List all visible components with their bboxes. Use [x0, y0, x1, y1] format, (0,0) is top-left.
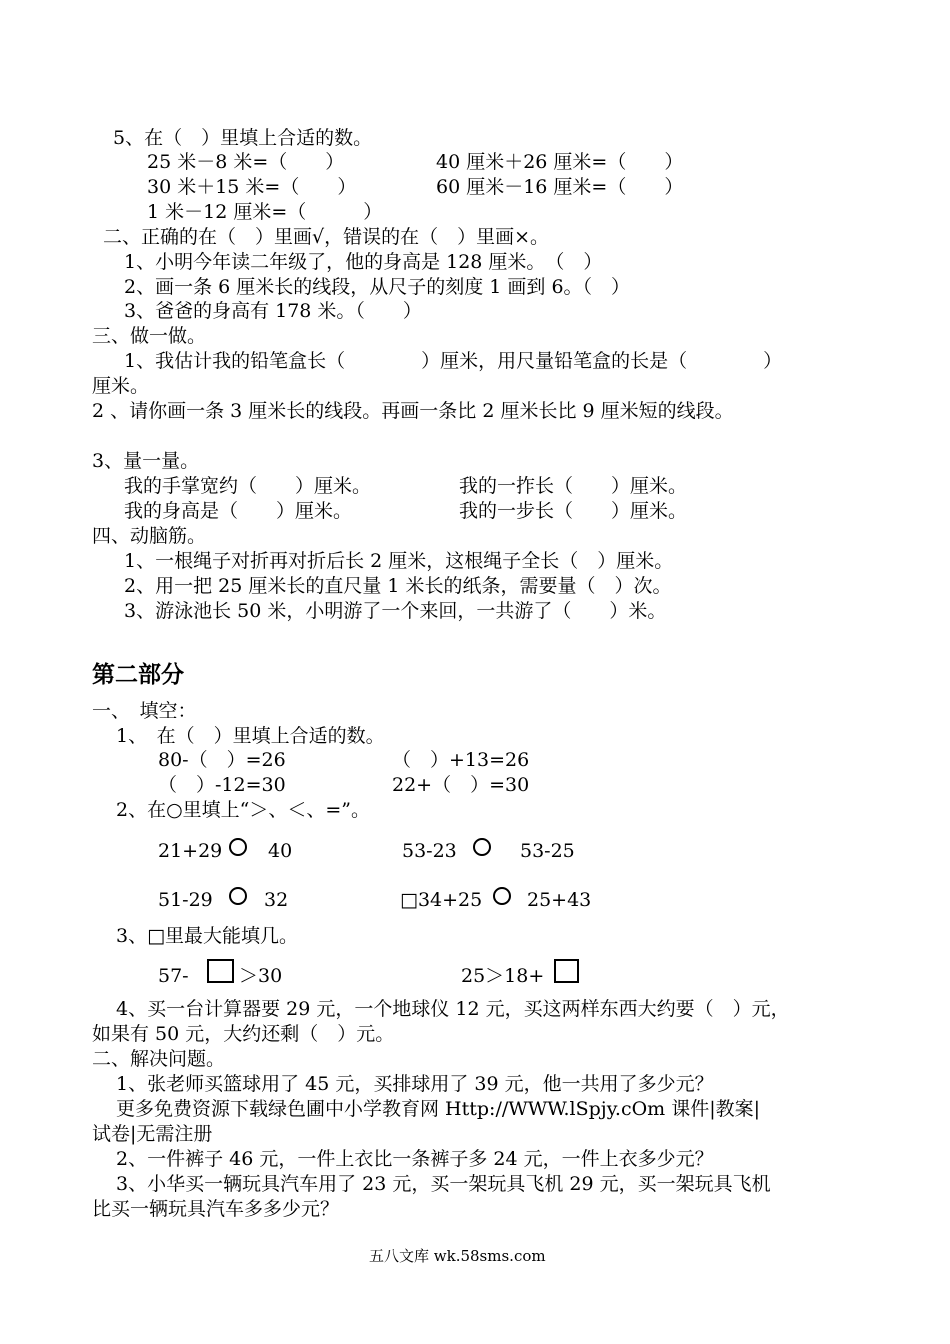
q5-row2-right: 60 厘米－16 厘米=（ ） [436, 176, 684, 198]
sec4-item3: 3、游泳池长 50 米，小明游了一个来回，一共游了（ ）米。 [124, 600, 667, 622]
page-footer: 五八文库 wk.58sms.com [369, 1247, 546, 1265]
fill-1-left: 57- [158, 965, 189, 987]
ad-line1[interactable]: 更多免费资源下载绿色圃中小学教育网 Http://WWW.lSpjy.cOm 课件|教案| [116, 1098, 761, 1120]
q5-row3: 1 米－12 厘米=（ ） [147, 201, 383, 223]
p2-q1-eq3: （ ）-12=30 [158, 774, 286, 796]
part2-heading: 第二部分 [92, 662, 184, 688]
p2-q3: 3、□里最大能填几。 [116, 925, 299, 947]
q5-row2-left: 30 米＋15 米=（ ） [147, 176, 357, 198]
q5-title: 5、在（ ）里填上合适的数。 [113, 127, 373, 149]
fill-2-left: 25＞18+ [461, 965, 545, 987]
sec4-title: 四、动脑筋。 [92, 525, 207, 547]
answer-box-1[interactable] [207, 959, 234, 983]
p2-q1-eq4: 22+（ ）=30 [392, 774, 530, 796]
compare-circle-3[interactable] [229, 887, 247, 905]
sec3-item3: 3、量一量。 [92, 450, 200, 472]
sec3-item1-line2: 厘米。 [92, 375, 150, 397]
answer-box-2[interactable] [554, 959, 579, 983]
fill-1-right: ＞30 [239, 965, 283, 987]
sec3-item2: 2 、请你画一条 3 厘米长的线段。再画一条比 2 厘米长比 9 厘米短的线段。 [92, 400, 734, 422]
measure-step: 我的一步长（ ）厘米。 [459, 500, 688, 522]
p2-q1-eq1: 80-（ ）=26 [158, 749, 286, 771]
measure-span: 我的一拃长（ ）厘米。 [459, 475, 688, 497]
cmp2-left: 53-23 [402, 840, 457, 862]
sec2-title: 二、正确的在（ ）里画√，错误的在（ ）里画×。 [103, 226, 550, 248]
p2-sec2-title: 二、解决问题。 [92, 1048, 226, 1070]
sec4-item2: 2、用一把 25 厘米长的直尺量 1 米长的纸条，需要量（ ）次。 [124, 575, 672, 597]
p2-sec1-title: 一、 填空： [92, 700, 197, 722]
ad-line2: 试卷|无需注册 [92, 1123, 213, 1145]
sec3-title: 三、做一做。 [92, 325, 207, 347]
p2-q2: 2、在○里填上“＞、＜、=”。 [116, 799, 371, 821]
compare-circle-2[interactable] [473, 838, 491, 856]
measure-height: 我的身高是（ ）厘米。 [124, 500, 353, 522]
p2-q4-line1: 4、买一台计算器要 29 元，一个地球仪 12 元，买这两样东西大约要（ ）元， [116, 998, 790, 1020]
cmp1-left: 21+29 [158, 840, 223, 862]
q5-row1-right: 40 厘米＋26 厘米=（ ） [436, 151, 684, 173]
p2-q1-eq2: （ ）+13=26 [392, 749, 530, 771]
measure-palm: 我的手掌宽约（ ）厘米。 [124, 475, 372, 497]
p2-problem1: 1、张老师买篮球用了 45 元，买排球用了 39 元，他一共用了多少元？ [116, 1073, 714, 1095]
q5-row1-left: 25 米－8 米=（ ） [147, 151, 345, 173]
cmp4-right: 25+43 [527, 889, 592, 911]
sec2-item3: 3、爸爸的身高有 178 米。（ ） [124, 300, 422, 322]
p2-q1: 1、 在（ ）里填上合适的数。 [116, 725, 385, 747]
compare-circle-1[interactable] [229, 838, 247, 856]
p2-problem3-line2: 比买一辆玩具汽车多多少元？ [92, 1198, 340, 1220]
p2-problem2: 2、一件裤子 46 元，一件上衣比一条裤子多 24 元，一件上衣多少元？ [116, 1148, 714, 1170]
compare-circle-4[interactable] [493, 887, 511, 905]
cmp4-left: □34+25 [400, 889, 483, 911]
cmp2-right: 53-25 [520, 840, 575, 862]
cmp3-right: 32 [264, 889, 289, 911]
p2-q4-line2: 如果有 50 元，大约还剩（ ）元。 [92, 1023, 395, 1045]
p2-problem3-line1: 3、小华买一辆玩具汽车用了 23 元，买一架玩具飞机 29 元，买一架玩具飞机 [116, 1173, 771, 1195]
sec2-item1: 1、小明今年读二年级了，他的身高是 128 厘米。 （ ） [124, 251, 603, 273]
cmp3-left: 51-29 [158, 889, 213, 911]
sec4-item1: 1、一根绳子对折再对折后长 2 厘米，这根绳子全长（ ）厘米。 [124, 550, 674, 572]
cmp1-right: 40 [268, 840, 293, 862]
sec3-item1-line1: 1、我估计我的铅笔盒长（ ）厘米，用尺量铅笔盒的长是（ ） [124, 350, 783, 372]
sec2-item2: 2、画一条 6 厘米长的线段，从尺子的刻度 1 画到 6。（ ） [124, 276, 631, 298]
